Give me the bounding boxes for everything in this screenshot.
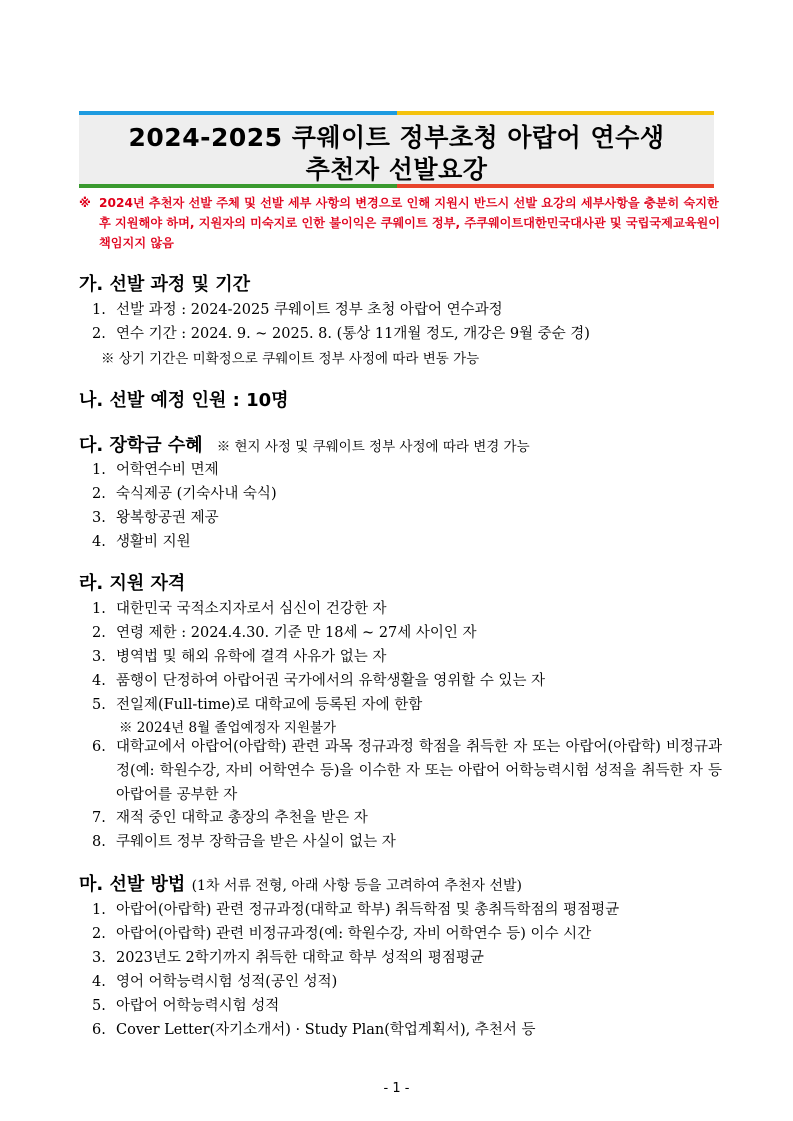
- item-number: 3.: [92, 649, 106, 665]
- notice-mark: ※: [79, 196, 91, 210]
- item-text: 연수 기간 : 2024. 9. ~ 2025. 8. (통상 11개월 정도, 개강은 9월 중순 경): [116, 326, 590, 342]
- heading-text: 마. 선발 방법: [79, 874, 186, 895]
- item-number: 1.: [92, 902, 106, 918]
- item-number: 1.: [92, 601, 106, 617]
- list-item: [92, 597, 387, 618]
- item-text: 영어 어학능력시험 성적(공인 성적): [116, 974, 338, 990]
- item-text: 아랍어(아랍학) 관련 비정규과정(예: 학원수강, 자비 어학연수 등) 이수 시간: [116, 926, 592, 942]
- list-item: [92, 621, 477, 642]
- list-item: [92, 530, 191, 551]
- notice-text: 2024년 추천자 선발 주체 및 선발 세부 사항의 변경으로 인해 지원시 반드시 선발 요강의 세부사항을 충분히 숙지한 후 지원해야 하며, 지원자의 미숙지로 인한 불이익은 쿠웨이트 정부, 주쿠웨이트대한민국대사관 및 국립국제교육원이 책임지지 않음: [99, 196, 721, 250]
- section-heading-da: [79, 431, 530, 457]
- item-text: 품행이 단정하여 아랍어권 국가에서의 유학생활을 영위할 수 있는 자: [116, 673, 546, 689]
- heading-text: 다. 장학금 수혜: [79, 435, 203, 456]
- list-item: [92, 735, 722, 807]
- item-text: 쿠웨이트 정부 장학금을 받은 사실이 없는 자: [116, 834, 396, 850]
- list-item: [92, 482, 277, 503]
- item-number: 4.: [92, 974, 106, 990]
- section-side-note-da: ※ 현지 사정 및 쿠웨이트 정부 사정에 따라 변경 가능: [216, 439, 530, 455]
- list-item: [92, 322, 590, 343]
- title-top-bar-yellow: [397, 111, 714, 115]
- list-item: [92, 898, 619, 919]
- item-number: 4.: [92, 673, 106, 689]
- item-number: 2.: [92, 625, 106, 641]
- item-number: 5.: [92, 998, 106, 1014]
- list-item: [92, 830, 396, 851]
- item-number: 2.: [92, 926, 106, 942]
- section-note-ga: ※ 상기 기간은 미확정으로 쿠웨이트 정부 사정에 따라 변동 가능: [101, 351, 480, 367]
- item-text: 숙식제공 (기숙사내 숙식): [116, 486, 277, 502]
- section-heading-ra: 라. 지원 자격: [79, 573, 186, 594]
- list-item: [92, 922, 591, 943]
- item-text: 선발 과정 : 2024-2025 쿠웨이트 정부 초청 아랍어 연수과정: [116, 302, 503, 318]
- item-number: 7.: [92, 810, 106, 826]
- list-item: [92, 1018, 535, 1039]
- list-item: [92, 645, 386, 666]
- item-text: 2023년도 2학기까지 취득한 대학교 학부 성적의 평점평균: [116, 950, 484, 966]
- item-number: 6.: [92, 1022, 106, 1038]
- title-top-bar-blue: [79, 111, 397, 115]
- item-number: 2.: [92, 326, 106, 342]
- list-item: [92, 298, 503, 319]
- section-heading-na: 나. 선발 예정 인원 : 10명: [79, 390, 289, 411]
- list-item: [92, 506, 219, 527]
- notice-block: [79, 193, 724, 253]
- item-text: 재적 중인 대학교 총장의 추천을 받은 자: [116, 810, 368, 826]
- item-number: 1.: [92, 302, 106, 318]
- item-text: 왕복항공권 제공: [116, 510, 219, 526]
- item-number: 3.: [92, 950, 106, 966]
- document-title-line1: 2024-2025 쿠웨이트 정부초청 아랍어 연수생: [128, 123, 665, 152]
- item-number: 5.: [92, 697, 106, 713]
- list-item: [92, 669, 545, 690]
- list-item: [92, 970, 337, 991]
- item-text: 전일제(Full-time)로 대학교에 등록된 자에 한함: [116, 697, 423, 713]
- section-note-ra: ※ 2024년 8월 졸업예정자 지원불가: [119, 720, 337, 736]
- item-text: 아랍어(아랍학) 관련 정규과정(대학교 학부) 취득학점 및 총취득학점의 평점평균: [116, 902, 620, 918]
- item-text: 어학연수비 면제: [116, 462, 219, 478]
- item-text: 대한민국 국적소지자로서 심신이 건강한 자: [116, 601, 387, 617]
- document-title-line2: 추천자 선발요강: [305, 155, 488, 184]
- item-number: 4.: [92, 534, 106, 550]
- list-item: [92, 946, 484, 967]
- item-number: 1.: [92, 462, 106, 478]
- list-item: [92, 458, 219, 479]
- item-number: 6.: [92, 739, 106, 755]
- item-text: 생활비 지원: [116, 534, 191, 550]
- list-item: [92, 994, 279, 1015]
- page-number: - 1 -: [383, 1081, 410, 1096]
- item-text: 병역법 및 해외 유학에 결격 사유가 없는 자: [116, 649, 387, 665]
- section-heading-ma: [79, 870, 522, 896]
- item-text: 대학교에서 아랍어(아랍학) 관련 과목 정규과정 학점을 취득한 자 또는 아랍어(아랍학) 비정규과정(예: 학원수강, 자비 어학연수 등)을 이수한 자 또는 아랍어 어학능력시험 성적을 취득한 자 등 아랍어를 공부한 자: [116, 739, 722, 803]
- item-text: Cover Letter(자기소개서) · Study Plan(학업계획서), 추천서 등: [116, 1022, 536, 1038]
- item-number: 3.: [92, 510, 106, 526]
- list-item: [92, 693, 422, 714]
- item-number: 8.: [92, 834, 106, 850]
- section-sub-ma: (1차 서류 전형, 아래 사항 등을 고려하여 추천자 선발): [191, 878, 522, 894]
- item-text: 연령 제한 : 2024.4.30. 기준 만 18세 ~ 27세 사이인 자: [116, 625, 477, 641]
- item-text: 아랍어 어학능력시험 성적: [116, 998, 280, 1014]
- list-item: [92, 806, 368, 827]
- section-heading-ga: 가. 선발 과정 및 기간: [79, 274, 251, 295]
- item-number: 2.: [92, 486, 106, 502]
